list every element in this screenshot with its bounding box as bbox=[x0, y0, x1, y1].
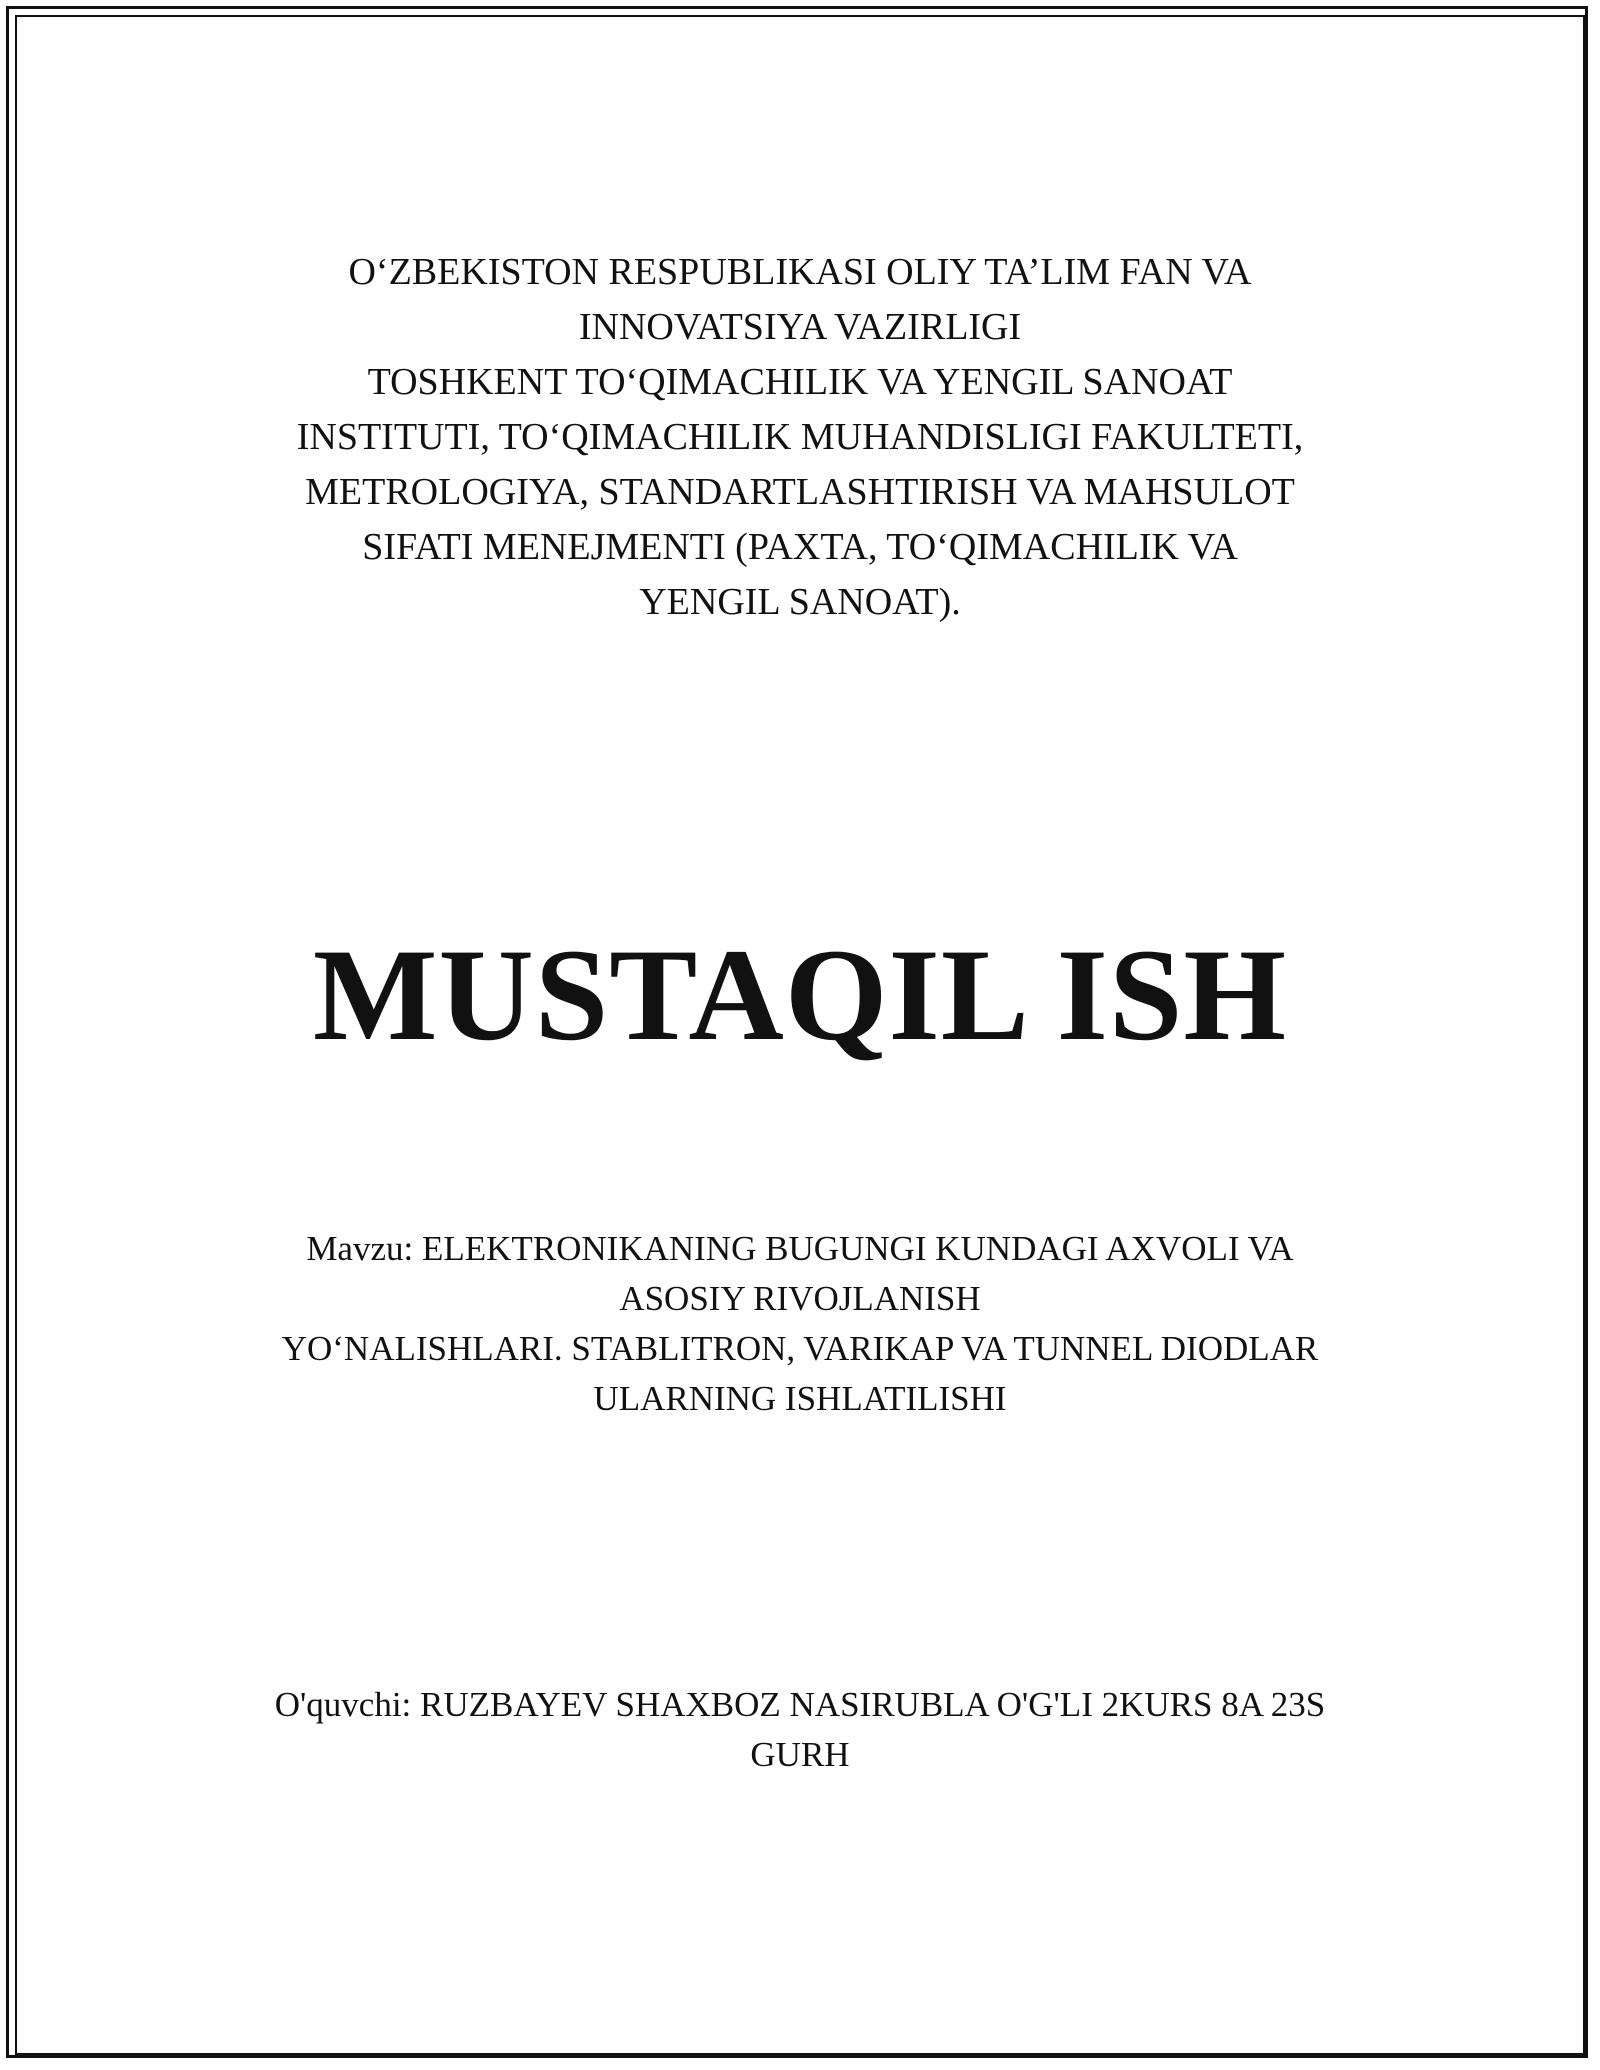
header-line: YENGIL SANOAT). bbox=[639, 581, 961, 623]
topic-line: Mavzu: ELEKTRONIKANING BUGUNGI KUNDAGI AXVOLI VA bbox=[306, 1229, 1294, 1268]
student-line: GURH bbox=[750, 1735, 850, 1774]
topic-section bbox=[0, 1224, 1600, 1424]
document-title: MUSTAQIL ISH bbox=[312, 921, 1288, 1068]
student-section bbox=[0, 1680, 1600, 1780]
topic-line: ULARNING ISHLATILISHI bbox=[593, 1379, 1007, 1418]
header-line: SIFATI MENEJMENTI (PAXTA, TO‘QIMACHILIK VA bbox=[362, 526, 1238, 568]
header-line: O‘ZBEKISTON RESPUBLIKASI OLIY TA’LIM FAN VA bbox=[348, 251, 1252, 293]
header-line: METROLOGIYA, STANDARTLASHTIRISH VA MAHSULOT bbox=[305, 471, 1295, 513]
topic-line: YO‘NALISHLARI. STABLITRON, VARIKAP VA TUNNEL DIODLAR bbox=[281, 1329, 1319, 1368]
header-line: TOSHKENT TO‘QIMACHILIK VA YENGIL SANOAT bbox=[367, 361, 1233, 403]
topic-line: ASOSIY RIVOJLANISH bbox=[619, 1279, 981, 1318]
header-line: INSTITUTI, TO‘QIMACHILIK MUHANDISLIGI FAKULTETI, bbox=[296, 416, 1304, 458]
institution-header bbox=[0, 245, 1600, 630]
header-line: INNOVATSIYA VAZIRLIGI bbox=[578, 306, 1022, 348]
student-line: O'quvchi: RUZBAYEV SHAXBOZ NASIRUBLA O'G'LI 2KURS 8A 23S bbox=[274, 1685, 1326, 1724]
